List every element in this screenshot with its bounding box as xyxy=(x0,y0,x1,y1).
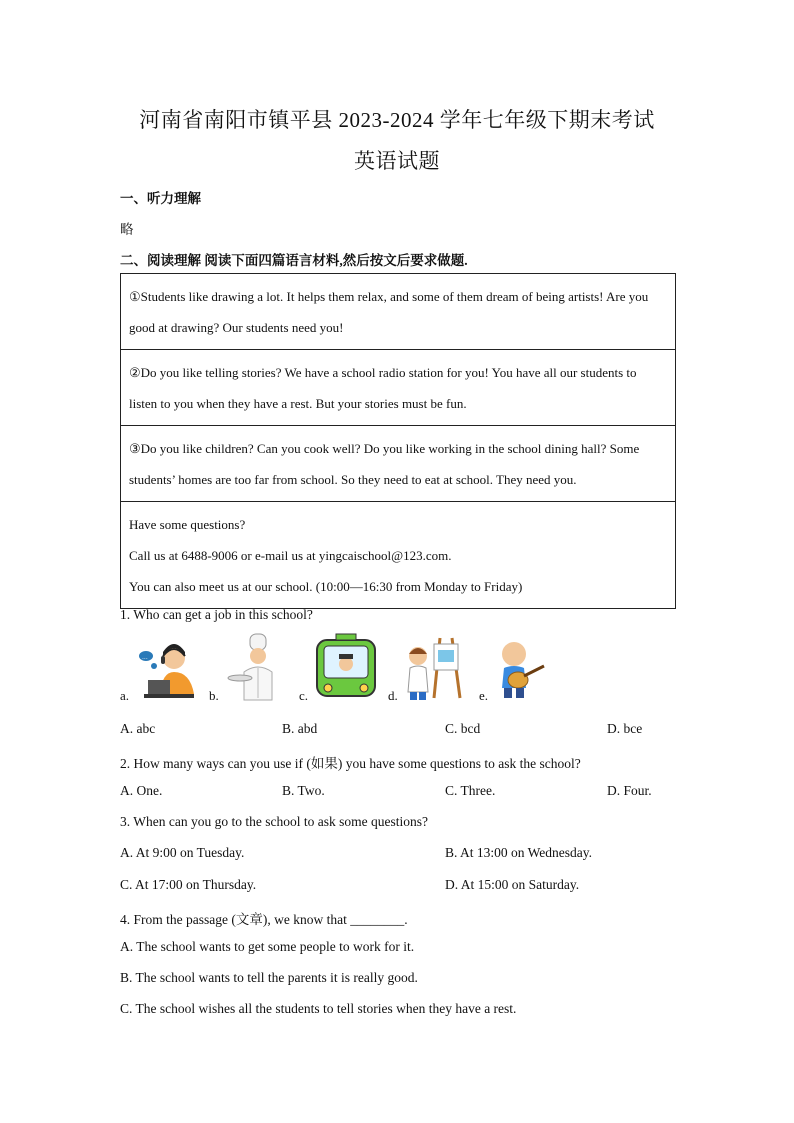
q1-option-b: B. abd xyxy=(282,721,318,736)
passage-2: ②Do you like telling stories? We have a school radio station for you! You have all our students to listen to you when they have a rest. But your stories must be fun. xyxy=(121,350,676,426)
passage-1: ①Students like drawing a lot. It helps them relax, and some of them dream of being artists! Are you good at drawing? Our students need you! xyxy=(121,274,676,350)
q2-option-d: D. Four. xyxy=(607,783,652,798)
painter-icon xyxy=(402,632,489,703)
q4-option-b: B. The school wants to tell the parents it is really good. xyxy=(120,970,418,985)
q1-option-c: C. bcd xyxy=(445,721,481,736)
contact-line: Call us at 6488-9006 or e-mail us at yingcaischool@123.com. xyxy=(129,548,452,563)
q3-option-d: D. At 15:00 on Saturday. xyxy=(445,877,580,892)
q4-option-c: C. The school wishes all the students to tell stories when they have a rest. xyxy=(120,1001,517,1016)
picture-label-d: d. xyxy=(388,688,398,703)
picture-label-b: b. xyxy=(209,688,219,703)
question-3: 3. When can you go to the school to ask some questions? xyxy=(120,814,428,829)
passage-row xyxy=(121,350,676,426)
passage-3: ③Do you like children? Can you cook well? Do you like working in the school dining hall? Some students’ homes are too far from school. So they need to eat at school. They need you. xyxy=(121,426,676,502)
q3-option-c: C. At 17:00 on Thursday. xyxy=(120,877,257,892)
question-4: 4. From the passage (文章), we know that ________. xyxy=(120,912,408,927)
passage-row xyxy=(121,274,676,350)
q2-option-a: A. One. xyxy=(120,783,163,798)
picture-label-a: a. xyxy=(120,688,130,703)
chef-icon xyxy=(226,632,310,702)
guitar-boy-icon xyxy=(494,632,578,702)
picture-label-c: c. xyxy=(299,688,309,703)
q2-option-b: B. Two. xyxy=(282,783,325,798)
q2-option-c: C. Three. xyxy=(445,783,496,798)
q3-option-a: A. At 9:00 on Tuesday. xyxy=(120,845,245,860)
picture-label-e: e. xyxy=(479,688,489,703)
q1-option-d: D. bce xyxy=(607,721,643,736)
listening-note: 略 xyxy=(120,222,134,237)
exam-title: 河南省南阳市镇平县 2023-2024 学年七年级下期末考试 xyxy=(139,108,655,132)
contact-line: You can also meet us at our school. (10:00—16:30 from Monday to Friday) xyxy=(129,579,523,594)
svg-text:...: ... xyxy=(142,654,148,661)
question-2: 2. How many ways can you use if (如果) you have some questions to ask the school? xyxy=(120,756,581,771)
bus-driver-icon xyxy=(314,632,398,702)
contact-info xyxy=(121,502,676,609)
contact-line: Have some questions? xyxy=(129,517,246,532)
contact-row xyxy=(121,502,676,609)
section-heading-reading: 二、阅读理解 阅读下面四篇语言材料,然后按文后要求做题. xyxy=(120,253,468,268)
passage-row xyxy=(121,426,676,502)
q1-option-a: A. abc xyxy=(120,721,156,736)
radio-host-icon xyxy=(134,632,218,702)
question-1: 1. Who can get a job in this school? xyxy=(120,607,313,622)
exam-subtitle: 英语试题 xyxy=(354,149,440,173)
passage-table xyxy=(120,273,676,609)
q4-option-a: A. The school wants to get some people to work for it. xyxy=(120,939,415,954)
q3-option-b: B. At 13:00 on Wednesday. xyxy=(445,845,593,860)
section-heading-listening: 一、听力理解 xyxy=(120,191,201,206)
